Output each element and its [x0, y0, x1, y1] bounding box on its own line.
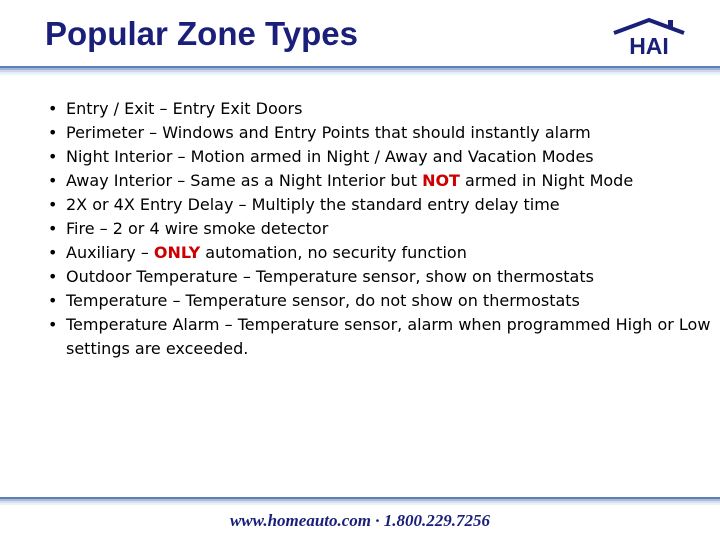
bullet-item: • Temperature Alarm – Temperature sensor, alarm when programmed High or Low settings are exceeded.: [48, 313, 714, 361]
emphasis-text: ONLY: [153, 243, 201, 262]
bullet-text: automation, no security function: [200, 243, 467, 262]
emphasis-text: NOT: [422, 171, 460, 190]
bullet-item: • Night Interior – Motion armed in Night / Away and Vacation Modes: [48, 145, 714, 169]
hai-logo: [612, 16, 688, 58]
footer-separator: ·: [375, 511, 380, 530]
bullet-item: • Outdoor Temperature – Temperature sensor, show on thermostats: [48, 265, 714, 289]
bullet-item: • 2X or 4X Entry Delay – Multiply the standard entry delay time: [48, 193, 714, 217]
bullet-item: • Temperature – Temperature sensor, do not show on thermostats: [48, 289, 714, 313]
bullet-item: • Entry / Exit – Entry Exit Doors: [48, 97, 714, 121]
footer-phone: 1.800.229.7256: [383, 511, 491, 530]
footer-contact: [0, 510, 720, 532]
bullet-text: Auxiliary –: [66, 243, 154, 262]
zone-types-list: [48, 97, 714, 361]
bullet-item: • Fire – 2 or 4 wire smoke detector: [48, 217, 714, 241]
bullet-item: [48, 241, 714, 265]
footer-website-link[interactable]: www.homeauto.com: [229, 511, 372, 530]
slide-title: Popular Zone Types: [45, 15, 358, 52]
bullet-item: • Perimeter – Windows and Entry Points that should instantly alarm: [48, 121, 714, 145]
house-roof-icon: [614, 20, 684, 33]
header-divider: [0, 66, 720, 76]
logo-text: HAI: [629, 33, 669, 58]
bullet-text: Away Interior – Same as a Night Interior but: [66, 171, 423, 190]
bullet-item: [48, 169, 714, 193]
bullet-text: armed in Night Mode: [459, 171, 634, 190]
footer-divider: [0, 497, 720, 505]
